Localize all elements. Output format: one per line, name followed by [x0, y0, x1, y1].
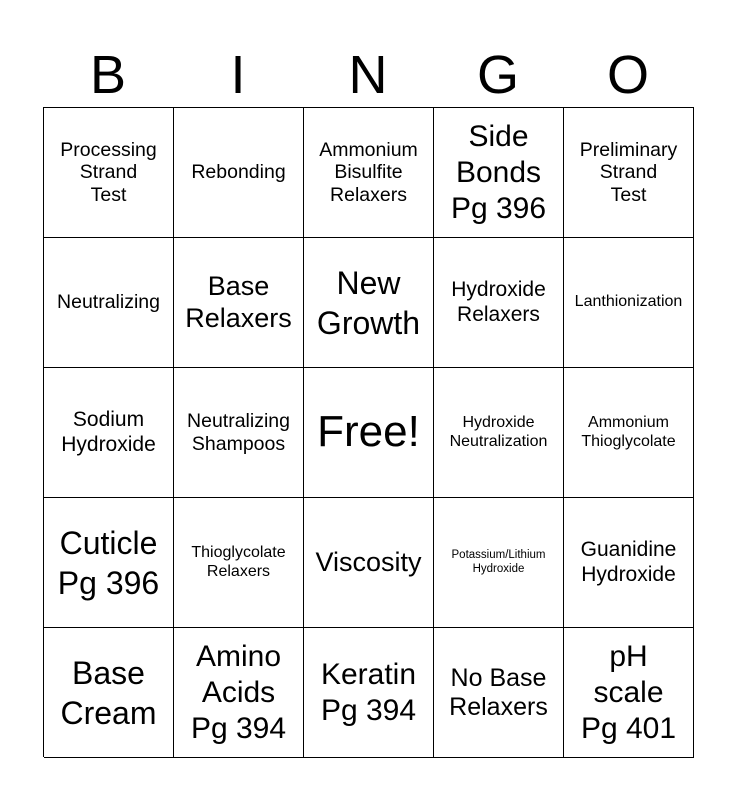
bingo-cell[interactable]: Ammonium Bisulfite Relaxers [304, 108, 434, 238]
bingo-cell[interactable]: Hydroxide Relaxers [434, 238, 564, 368]
bingo-cell[interactable]: pH scale Pg 401 [564, 628, 694, 758]
header-letter-g: G [476, 45, 519, 105]
bingo-cell[interactable]: No Base Relaxers [434, 628, 564, 758]
bingo-cell[interactable]: Hydroxide Neutralization [434, 368, 564, 498]
bingo-cell[interactable]: New Growth [304, 238, 434, 368]
header-letter-b: B [89, 45, 127, 105]
bingo-cell[interactable]: Amino Acids Pg 394 [174, 628, 304, 758]
bingo-cell[interactable]: Side Bonds Pg 396 [434, 108, 564, 238]
bingo-cell[interactable]: Base Relaxers [174, 238, 304, 368]
bingo-cell[interactable]: Guanidine Hydroxide [564, 498, 694, 628]
bingo-cell[interactable]: Rebonding [174, 108, 304, 238]
bingo-cell[interactable]: Preliminary Strand Test [564, 108, 694, 238]
header-letter-i: I [230, 45, 246, 105]
bingo-header [43, 44, 693, 106]
bingo-cell[interactable]: Base Cream [44, 628, 174, 758]
bingo-cell[interactable]: Processing Strand Test [44, 108, 174, 238]
bingo-cell[interactable]: Lanthionization [564, 238, 694, 368]
bingo-cell[interactable]: Thioglycolate Relaxers [174, 498, 304, 628]
bingo-cell[interactable]: Sodium Hydroxide [44, 368, 174, 498]
bingo-cell[interactable]: Ammonium Thioglycolate [564, 368, 694, 498]
bingo-card-grid [43, 107, 694, 757]
bingo-cell[interactable]: Viscosity [304, 498, 434, 628]
free-space-cell[interactable]: Free! [304, 368, 434, 498]
bingo-cell[interactable]: Keratin Pg 394 [304, 628, 434, 758]
bingo-cell[interactable]: Cuticle Pg 396 [44, 498, 174, 628]
header-letter-n: N [348, 45, 388, 105]
bingo-cell[interactable]: Potassium/Lithium Hydroxide [434, 498, 564, 628]
header-letter-o: O [606, 45, 649, 105]
bingo-cell[interactable]: Neutralizing [44, 238, 174, 368]
bingo-cell[interactable]: Neutralizing Shampoos [174, 368, 304, 498]
